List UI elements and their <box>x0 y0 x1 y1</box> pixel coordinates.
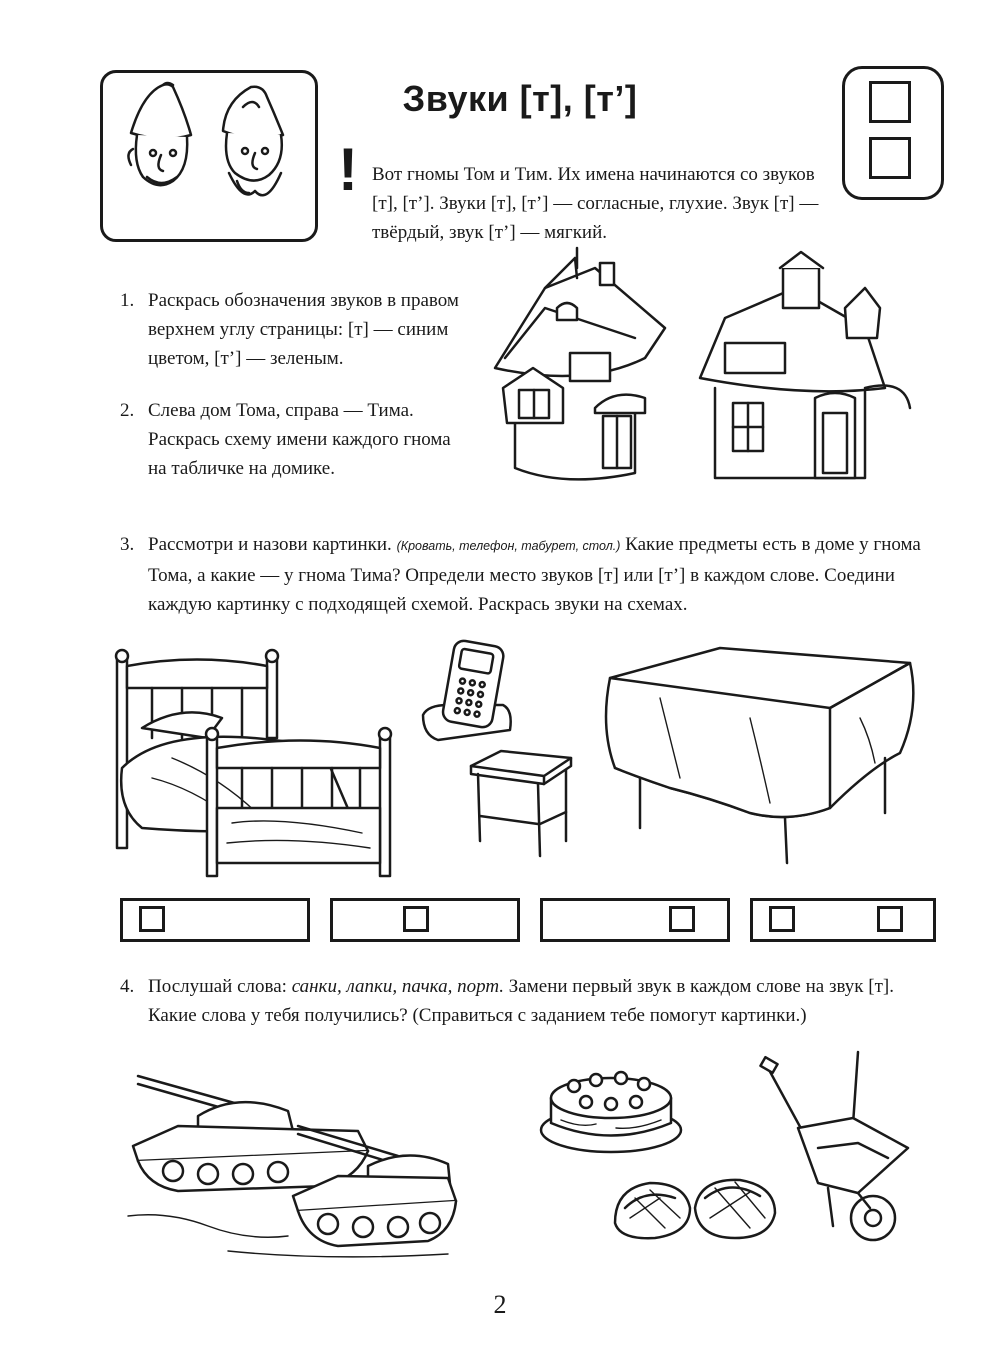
wheelbarrow-illustration <box>758 1048 918 1248</box>
task-text-start: Рассмотри и назови картинки. <box>148 534 392 555</box>
task-text-start: Послушай слова: <box>148 976 287 997</box>
task-text-end: Какие предметы есть в доме у гнома Тома, а какие — у гнома Тима? Определи место звуков [т] или [т’] в каждом слове. Соедини каждую картинку с подходящей схемой. Раскрась звуки на схемах. <box>148 534 921 615</box>
page-title: Звуки [т], [т’] <box>402 78 638 119</box>
schema-sound-box[interactable] <box>769 906 795 932</box>
word-schema-3[interactable] <box>540 898 730 942</box>
sound-mark-soft[interactable] <box>869 137 911 179</box>
sound-mark-hard[interactable] <box>869 81 911 123</box>
task-words: санки, лапки, пачка, порт. <box>291 976 505 997</box>
task-number: 4. <box>120 976 135 997</box>
schema-sound-box[interactable] <box>669 906 695 932</box>
table-illustration <box>600 638 920 868</box>
gnomes-picture-frame <box>100 70 318 242</box>
task-text: Слева дом Тома, справа — Тима. Раскрась схему имени каждого гнома на табличке на домике. <box>148 400 451 479</box>
cake-illustration <box>536 1058 686 1158</box>
task-number: 1. <box>120 290 135 311</box>
sound-marks-frame <box>842 66 944 200</box>
attention-mark-icon: ! <box>338 136 358 203</box>
task-text: Раскрась обозначения звуков в правом верхнем углу страницы: [т] — синим цветом, [т’] — зеленым. <box>148 290 459 369</box>
schema-sound-box[interactable] <box>877 906 903 932</box>
bed-illustration <box>112 648 402 888</box>
word-schema-2[interactable] <box>330 898 520 942</box>
telephone-illustration <box>418 635 518 745</box>
word-schema-1[interactable] <box>120 898 310 942</box>
task-3 <box>120 530 938 619</box>
slippers-illustration <box>610 1168 780 1248</box>
tanks-illustration <box>128 1066 458 1266</box>
word-schema-4[interactable] <box>750 898 936 942</box>
task-4 <box>120 972 938 1030</box>
task-hint: (Кровать, телефон, табурет, стол.) <box>396 539 621 553</box>
task-number: 3. <box>120 534 135 555</box>
gnomes-illustration <box>103 73 315 239</box>
schema-sound-box[interactable] <box>403 906 429 932</box>
task-number: 2. <box>120 400 135 421</box>
page-number: 2 <box>493 1290 507 1319</box>
stool-illustration <box>466 746 576 861</box>
task-text-end: Замени первый звук в каждом слове на звук [т]. Какие слова у тебя получились? (Справиться с заданием тебе помогут картинки.) <box>148 976 894 1026</box>
intro-text: Вот гномы Том и Тим. Их имена начинаются со звуков [т], [т’]. Звуки [т], [т’] — согласные, глухие. Звук [т] — твёрдый, звук [т’] — мягкий. <box>372 164 819 243</box>
houses-illustration <box>485 248 915 498</box>
task-1 <box>120 286 473 373</box>
schema-sound-box[interactable] <box>139 906 165 932</box>
task-2 <box>120 396 473 483</box>
